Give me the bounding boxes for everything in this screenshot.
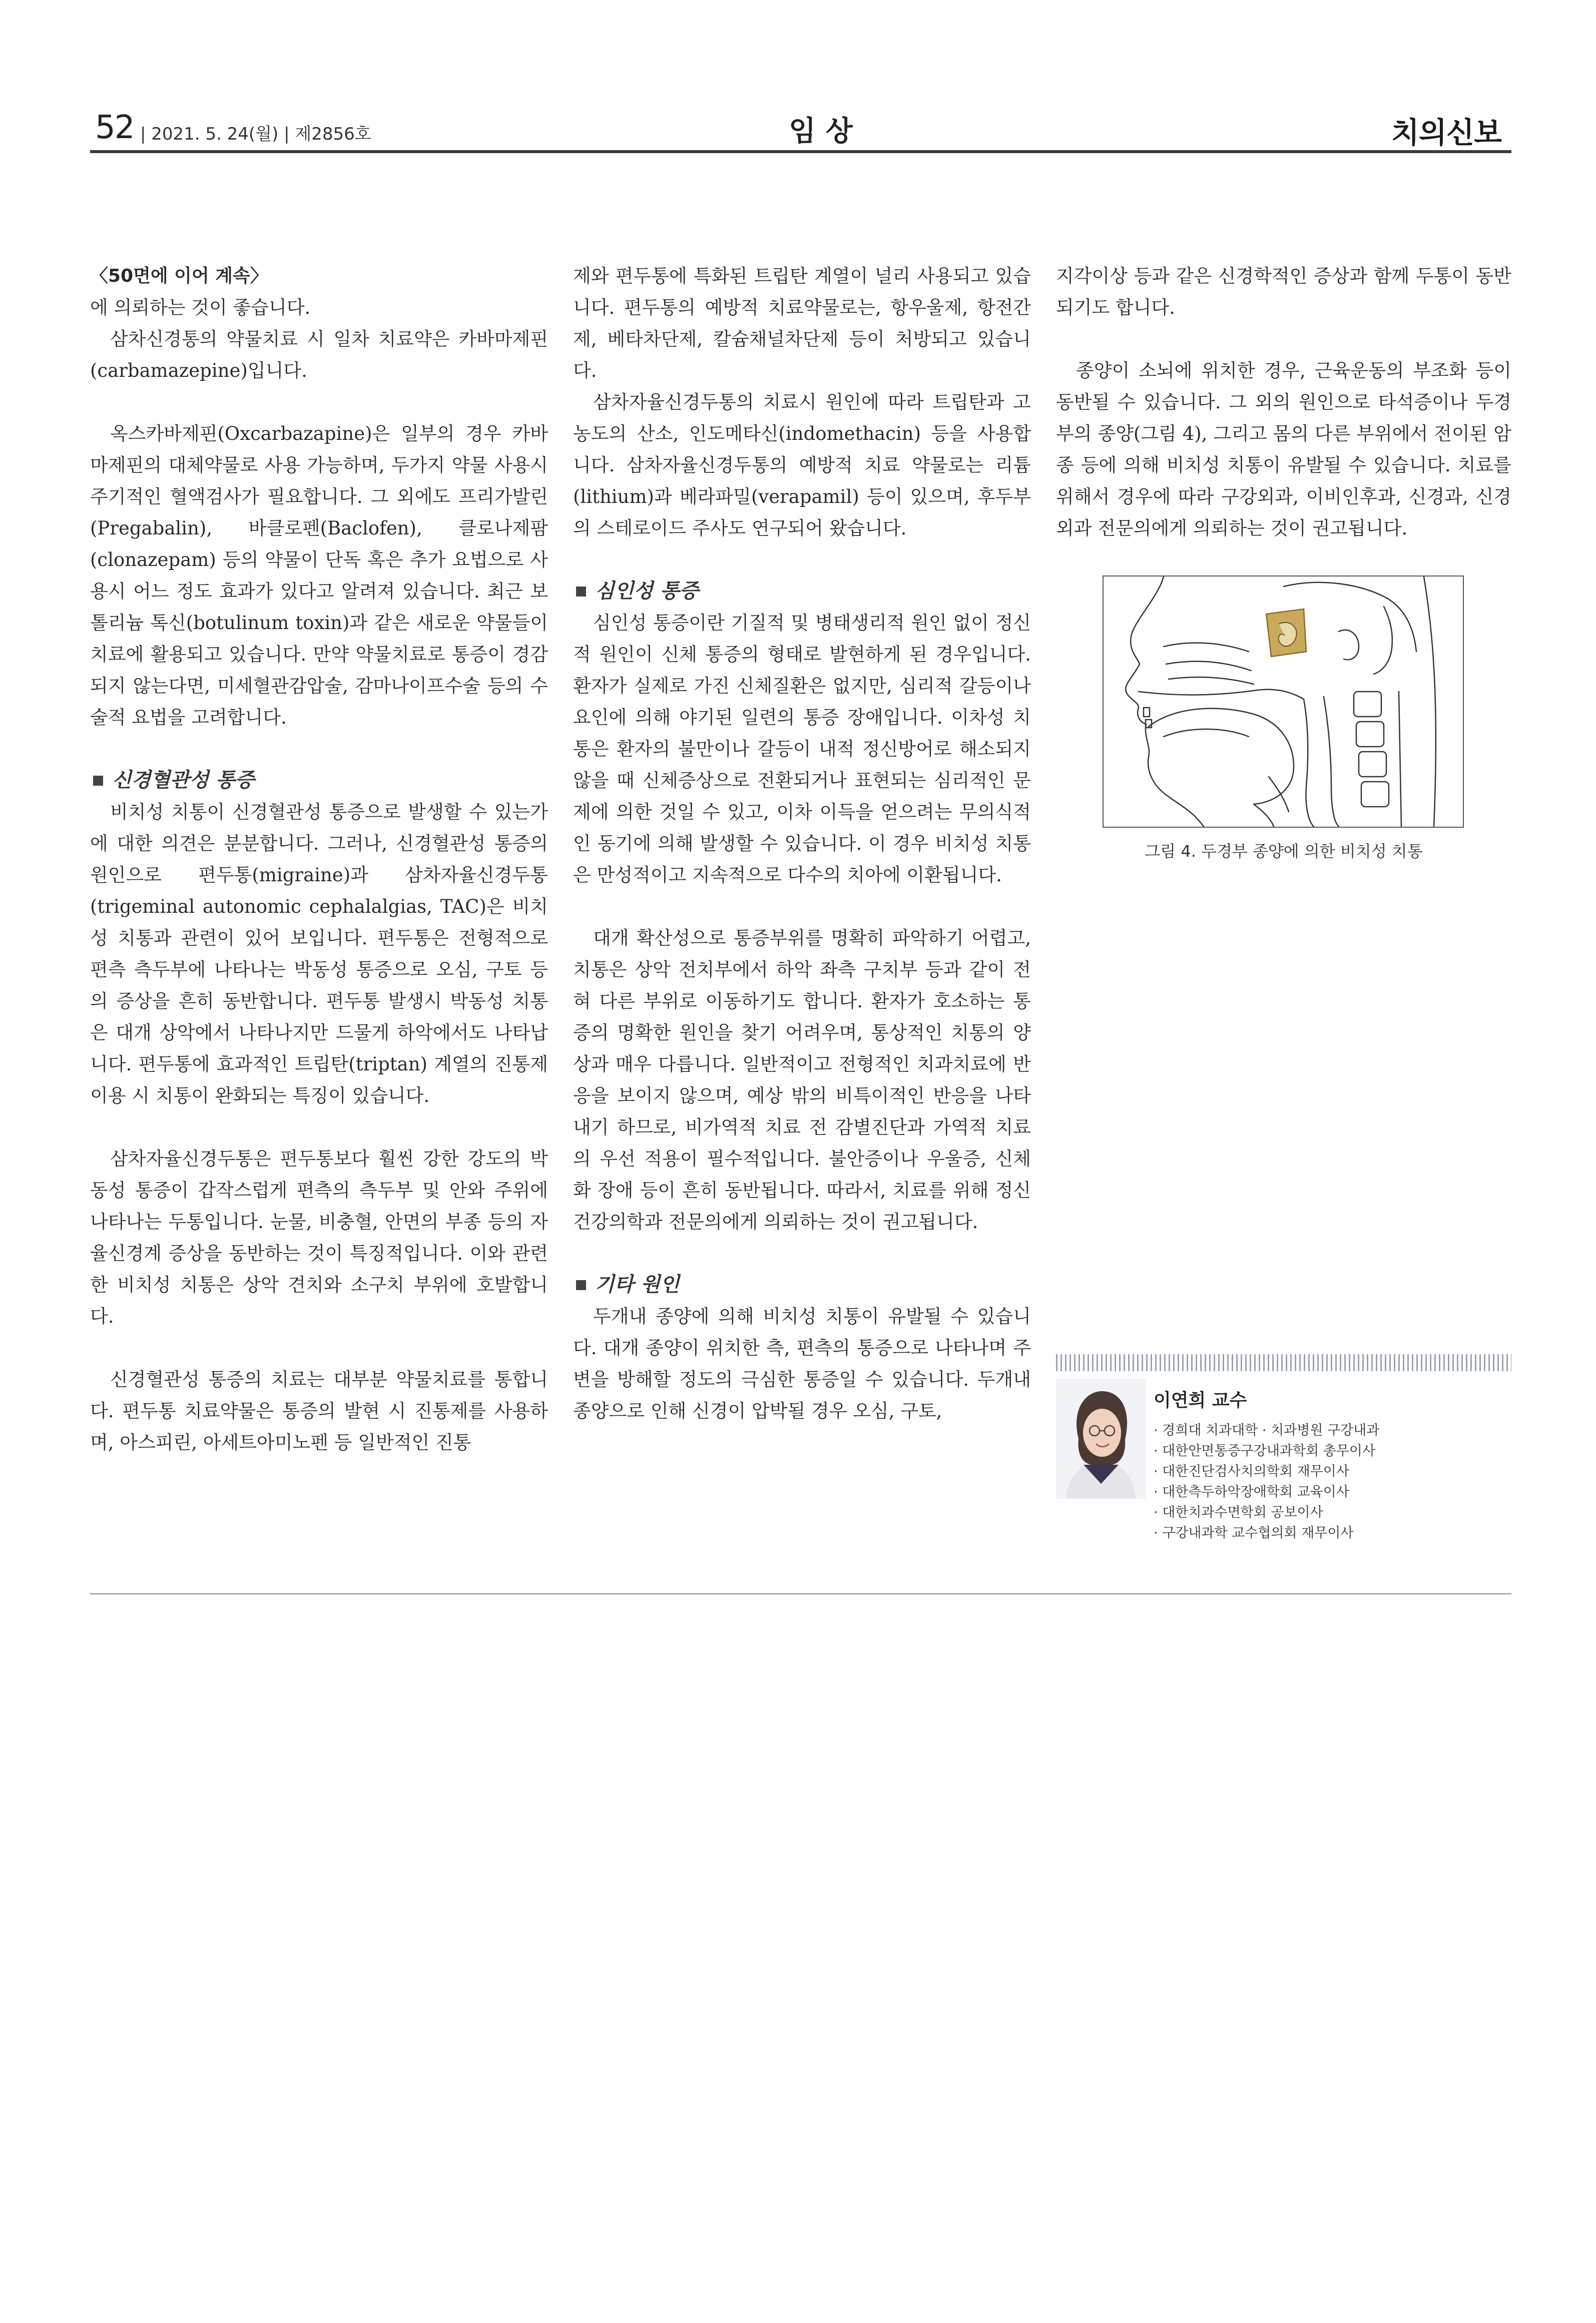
paragraph: 대개 확산성으로 통증부위를 명확히 파악하기 어렵고, 치통은 상악 전치부에서 하악 좌측 구치부 등과 같이 전혀 다른 부위로 이동하기도 합니다. 환자가 호소하는 통증의 명확한 원인을 찾기 어려우며, 통상적인 치통의 양상과 매우 다릅니다. 일반적이고 전형적인 치과치료에 반응을 보이지 않으며, 예상 밖의 비특이적인 반응을 나타내기 하므로, 비가역적 치료 전 감별진단과 가역적 치료의 우선 적용이 필수적입니다. 불안증이나 우울증, 신체화 장애 등이 흔히 동반됩니다. 따라서, 치료를 위해 정신건강의학과 전문의에게 의뢰하는 것이 권고됩니다.	[573, 927, 1031, 1233]
author-credentials	[1154, 1420, 1379, 1543]
paragraph: 지각이상 등과 같은 신경학적인 증상과 함께 두통이 동반되기도 합니다.	[1056, 265, 1511, 318]
square-bullet-icon	[576, 1280, 586, 1290]
page-number: 52	[95, 109, 134, 146]
paragraph: 두개내 종양에 의해 비치성 치통이 유발될 수 있습니다. 대개 종양이 위치한 측, 편측의 통증으로 나타나며 주변을 방해할 정도의 극심한 통증일 수 있습니다. 두개내 종양으로 인해 신경이 압박될 경우 오심, 구토,	[573, 1306, 1031, 1422]
head-neck-anatomy-drawing	[1104, 576, 1463, 827]
author-name: 이연희 교수	[1154, 1390, 1247, 1411]
paragraph: 삼차자율신경두통은 편두통보다 훨씬 강한 강도의 박동성 통증이 갑작스럽게 편측의 측두부 및 안와 주위에 나타나는 두통입니다. 눈물, 비충혈, 안면의 부종 등의 자율신경계 증상을 동반하는 것이 특징적입니다. 이와 관련한 비치성 치통은 상악 견치와 소구치 부위에 호발합니다.	[90, 1148, 548, 1327]
subheading-psychogenic	[573, 575, 1031, 607]
author-photo	[1056, 1379, 1146, 1499]
subheading-text: 기타 원인	[595, 1273, 680, 1296]
credential-item: · 대한측두하악장애학회 교육이사	[1154, 1484, 1349, 1500]
paragraph: 심인성 통증이란 기질적 및 병태생리적 원인 없이 정신적 원인이 신체 통증의 형태로 발현하게 된 경우입니다. 환자가 실제로 가진 신체질환은 없지만, 심리적 갈등이나 요인에 의해 야기된 일련의 통증 장애입니다. 이차성 치통은 환자의 불만이나 갈등이 내적 정신방어로 해소되지 않을 때 신체증상으로 전환되거나 표현되는 심리적인 문제에 의한 것일 수 있고, 이차 이득을 얻으려는 무의식적인 동기에 의해 발생할 수 있습니다. 이 경우 비치성 치통은 만성적이고 지속적으로 다수의 치아에 이환됩니다.	[573, 612, 1031, 886]
figure-caption: 그림 4. 두경부 종양에 의한 비치성 치통	[1145, 842, 1423, 861]
credential-item: · 대한치과수면학회 공보이사	[1154, 1505, 1323, 1520]
paragraph: 옥스카바제핀(Oxcarbazapine)은 일부의 경우 카바마제핀의 대체약물로 사용 가능하며, 두가지 약물 사용시 주기적인 혈액검사가 필요합니다. 그 외에도 프리가발린(Pregabalin), 바클로펜(Baclofen), 클로나제팜(clonazepam) 등의 약물이 단독 혹은 추가 요법으로 사용시 어느 정도 효과가 있다고 알려져 있습니다. 최근 보톨리늄 톡신(botulinum toxin)과 같은 새로운 약물들이 치료에 활용되고 있습니다. 만약 약물치료로 통증이 경감되지 않는다면, 미세혈관감압술, 감마나이프수술 등의 수술적 요법을 고려합니다.	[90, 423, 548, 728]
article-column-3	[1056, 260, 1511, 544]
paragraph: 종양이 소뇌에 위치한 경우, 근육운동의 부조화 등이 동반될 수 있습니다. 그 외의 원인으로 타석증이나 두경부의 종양(그림 4), 그리고 몸의 다른 부위에서 전이된 암종 등에 의해 비치성 치통이 유발될 수 있습니다. 치료를 위해서 경우에 따라 구강외과, 이비인후과, 신경과, 신경외과 전문의에게 의뢰하는 것이 권고됩니다.	[1056, 360, 1511, 539]
page-header	[90, 106, 1511, 151]
square-bullet-icon	[93, 776, 103, 786]
continued-note: 〈50면에 이어 계속〉	[90, 266, 268, 286]
credential-item: · 대한진단검사치의학회 재무이사	[1154, 1464, 1349, 1479]
newspaper-logo: 치의신보	[1391, 116, 1501, 150]
issue-date: | 2021. 5. 24(월) | 제2856호	[140, 124, 371, 144]
credential-item: · 구강내과학 교수협의회 재무이사	[1154, 1525, 1354, 1541]
square-bullet-icon	[576, 587, 586, 597]
section-title: 임 상	[789, 115, 853, 148]
paragraph: 삼차신경통의 약물치료 시 일차 치료약은 카바마제핀(carbamazepine)입니다.	[90, 328, 548, 381]
paragraph: 비치성 치통이 신경혈관성 통증으로 발생할 수 있는가에 대한 의견은 분분합니다. 그러나, 신경혈관성 통증의 원인으로 편두통(migraine)과 삼차자율신경두통(trigeminal autonomic cephalalgias, TAC)은 비치성 치통과 관련이 있어 보입니다. 편두통은 전형적으로 편측 측두부에 나타나는 박동성 통증으로 오심, 구토 등의 증상을 흔히 동반합니다. 편두통 발생시 박동성 치통은 대개 상악에서 나타나지만 드물게 하악에서도 나타납니다. 편두통에 효과적인 트립탄(triptan) 계열의 진통제 이용 시 치통이 완화되는 특징이 있습니다.	[90, 801, 548, 1106]
article-column-1	[90, 260, 548, 1458]
paragraph: 제와 편두통에 특화된 트립탄 계열이 널리 사용되고 있습니다. 편두통의 예방적 치료약물로는, 항우울제, 항전간제, 베타차단제, 칼슘채널차단제 등이 처방되고 있습니다.	[573, 265, 1031, 381]
credential-item: · 대한안면통증구강내과학회 총무이사	[1154, 1443, 1376, 1459]
subheading-other-causes	[573, 1269, 1031, 1301]
paragraph: 삼차자율신경두통의 치료시 원인에 따라 트립탄과 고농도의 산소, 인도메타신(indomethacin) 등을 사용합니다. 삼차자율신경두통의 예방적 치료 약물로는 리튬(lithium)과 베라파밀(verapamil) 등이 있으며, 후두부의 스테로이드 주사도 연구되어 왔습니다.	[573, 391, 1031, 539]
header-rule	[90, 150, 1511, 153]
subheading-text: 신경혈관성 통증	[112, 769, 255, 792]
subheading-text: 심인성 통증	[595, 579, 699, 603]
subheading-neurovascular	[90, 765, 548, 796]
paragraph: 에 의뢰하는 것이 좋습니다.	[90, 297, 311, 318]
figure-head-neck-illustration	[1103, 575, 1464, 828]
paragraph: 신경혈관성 통증의 치료는 대부분 약물치료를 통합니다. 편두통 치료약물은 통증의 발현 시 진통제를 사용하며, 아스피린, 아세트아미노펜 등 일반적인 진통	[90, 1369, 548, 1453]
article-column-2	[573, 260, 1031, 1427]
credential-item: · 경희대 치과대학 · 치과병원 구강내과	[1154, 1423, 1380, 1438]
bottom-rule	[90, 1593, 1511, 1594]
author-divider	[1056, 1354, 1511, 1371]
